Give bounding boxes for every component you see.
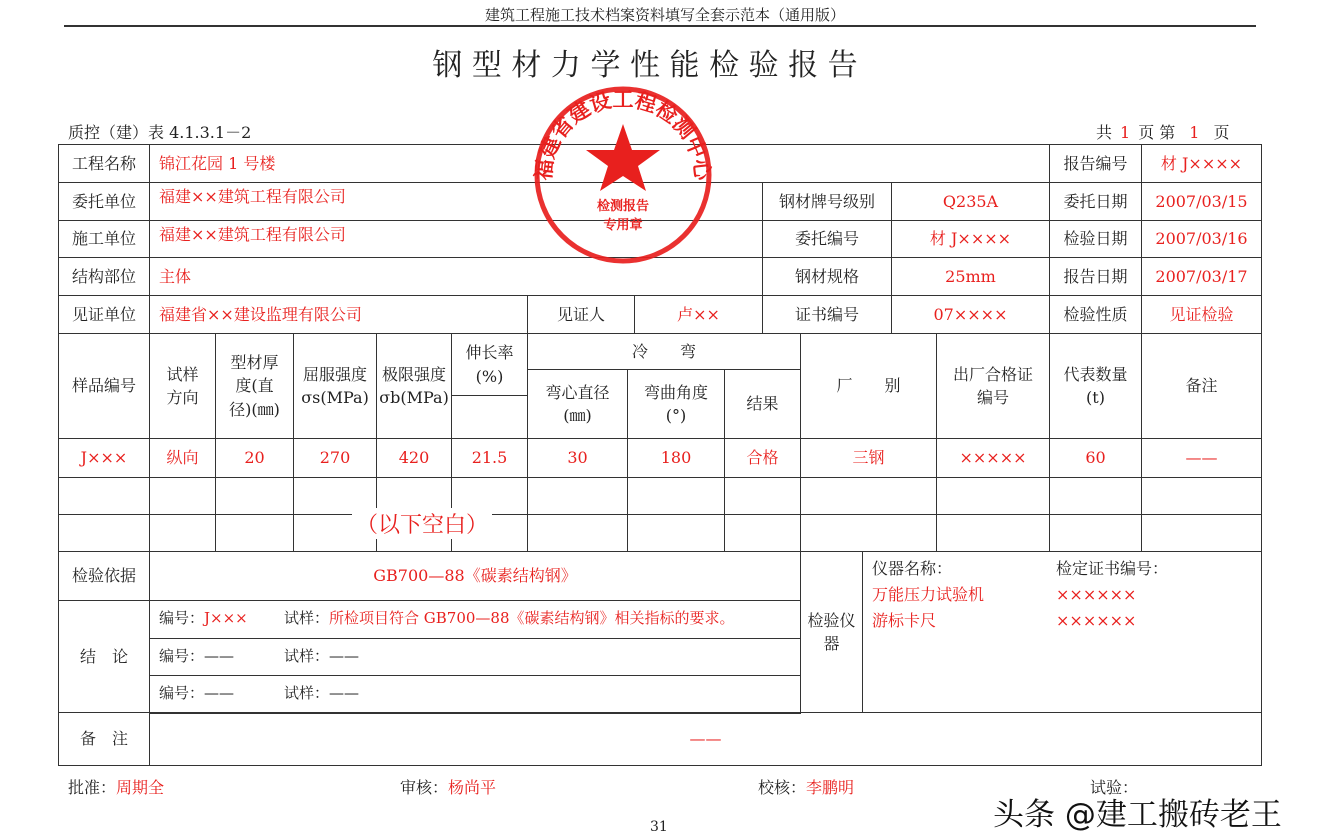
conclusion-no: —— — [204, 684, 235, 703]
empty-cell — [800, 514, 937, 552]
empty-cell — [800, 477, 937, 515]
stamp-center-line1: 检测报告 — [596, 199, 650, 214]
part-value: 主体 — [149, 257, 763, 296]
instrument-name: 万能压力试验机 — [872, 585, 985, 604]
project-value: 锦江花园 1 号楼 — [149, 144, 1050, 183]
nature-label: 检验性质 — [1049, 295, 1142, 334]
conclusion-no-label: 编号： — [159, 646, 205, 665]
entrust-date-value: 2007/03/15 — [1141, 182, 1262, 221]
review-name: 杨尚平 — [448, 778, 497, 797]
test-date-value: 2007/03/16 — [1141, 220, 1262, 258]
conclusion-no: J××× — [204, 609, 248, 628]
stamp-ring-text: 福建省建设工程检测中心 — [531, 87, 715, 182]
instrument-item — [872, 608, 1168, 634]
instrument-name: 游标卡尺 — [872, 611, 937, 630]
instrument-cert-label: 检定证书编号： — [1056, 559, 1169, 578]
header-yield: 屈服强度σs(MPa) — [293, 333, 377, 439]
instrument-label: 检验仪器 — [800, 551, 863, 713]
header-cold-bend: 冷 弯 — [527, 333, 801, 370]
instrument-cert: ×××××× — [1056, 585, 1137, 604]
header-elongation-blank — [451, 395, 528, 439]
conclusion-row — [149, 675, 801, 714]
entrust-date-label: 委托日期 — [1049, 182, 1142, 221]
data-cell-factory: 三钢 — [800, 438, 937, 478]
report-date-value: 2007/03/17 — [1141, 257, 1262, 296]
empty-cell — [1141, 514, 1262, 552]
conclusion-sample-label: 试样： — [284, 646, 330, 665]
header-rule — [64, 25, 1256, 27]
spec-value: 25mm — [891, 257, 1050, 296]
empty-cell — [724, 514, 801, 552]
witness-value: 卢×× — [634, 295, 763, 334]
header-mandrel: 弯心直径(㎜) — [527, 369, 628, 439]
basis-label: 检验依据 — [58, 551, 150, 601]
report-no-value: 材 J×××× — [1141, 144, 1262, 183]
data-cell-ultimate: 420 — [376, 438, 452, 478]
witness-unit-label: 见证单位 — [58, 295, 150, 334]
empty-cell — [627, 514, 725, 552]
test-date-label: 检验日期 — [1049, 220, 1142, 258]
grade-value: Q235A — [891, 182, 1050, 221]
cert-value: 07×××× — [891, 295, 1050, 334]
inspection-stamp — [530, 82, 716, 268]
header-result: 结果 — [724, 369, 801, 439]
project-label: 工程名称 — [58, 144, 150, 183]
check-label: 校核： — [758, 778, 807, 797]
form-code: 质控（建）表 4.1.3.1－2 — [68, 123, 252, 142]
conclusion-no: —— — [204, 646, 235, 665]
empty-cell — [1049, 477, 1142, 515]
empty-cell — [936, 514, 1050, 552]
approve-label: 批准： — [68, 778, 117, 797]
stamp-center-line2: 专用章 — [603, 218, 643, 233]
data-cell-direction: 纵向 — [149, 438, 216, 478]
conclusion-text: 所检项目符合 GB700—88《碳素结构钢》相关指标的要求。 — [329, 609, 735, 628]
part-label: 结构部位 — [58, 257, 150, 296]
conclusion-sample-label: 试样： — [284, 609, 330, 628]
header-direction: 试样方向 — [149, 333, 216, 439]
total-pages: 1 — [1120, 123, 1131, 142]
instrument-item — [872, 582, 1168, 608]
builder-label: 施工单位 — [58, 220, 150, 258]
review-signature — [400, 775, 496, 798]
instrument-cert: ×××××× — [1056, 611, 1137, 630]
nature-value: 见证检验 — [1141, 295, 1262, 334]
data-cell-elong: 21.5 — [451, 438, 528, 478]
current-page: 1 — [1189, 123, 1200, 142]
header-thickness: 型材厚度(直径)(㎜) — [215, 333, 294, 439]
watermark: 头条 @建工搬砖老王 — [993, 797, 1282, 833]
entrust-no-label: 委托编号 — [762, 220, 892, 258]
empty-cell — [215, 514, 294, 552]
data-cell-angle: 180 — [627, 438, 725, 478]
report-date-label: 报告日期 — [1049, 257, 1142, 296]
report-no-label: 报告编号 — [1049, 144, 1142, 183]
page-count-mid: 页 第 — [1138, 123, 1176, 142]
empty-cell — [527, 477, 628, 515]
test-signature: 试验： — [1090, 778, 1139, 797]
page-title: 钢 型 材 力 学 性 能 检 验 报 告 — [432, 48, 858, 83]
conclusion-no-label: 编号： — [159, 684, 205, 703]
conclusion-text: —— — [329, 684, 360, 703]
client-label: 委托单位 — [58, 182, 150, 221]
conclusion-label: 结 论 — [58, 600, 150, 713]
review-label: 审核： — [400, 778, 449, 797]
page-count-suffix: 页 — [1213, 123, 1230, 142]
data-cell-remark: —— — [1141, 438, 1262, 478]
star-icon — [586, 124, 660, 191]
blank-note: （以下空白） — [352, 508, 492, 539]
check-name: 李鹏明 — [806, 778, 855, 797]
empty-cell — [215, 477, 294, 515]
basis-value: GB700—88《碳素结构钢》 — [149, 551, 801, 601]
remark-value: —— — [149, 712, 1262, 766]
page-count-prefix: 共 — [1096, 123, 1113, 142]
approve-name: 周期全 — [116, 778, 165, 797]
header-angle: 弯曲角度(°) — [627, 369, 725, 439]
witness-unit-value: 福建省××建设监理有限公司 — [149, 295, 528, 334]
header-factory: 厂 别 — [800, 333, 937, 439]
check-signature — [758, 775, 854, 798]
remark-label: 备 注 — [58, 712, 150, 766]
header-ultimate: 极限强度σb(MPa) — [376, 333, 452, 439]
empty-cell — [627, 477, 725, 515]
empty-cell — [58, 477, 150, 515]
conclusion-row — [149, 600, 801, 639]
instrument-list — [872, 556, 1168, 634]
header-sample-no: 样品编号 — [58, 333, 150, 439]
page-count — [1096, 120, 1230, 143]
data-cell-factory-cert: ××××× — [936, 438, 1050, 478]
conclusion-row — [149, 638, 801, 677]
client-value: 福建××建筑工程有限公司 — [149, 182, 763, 221]
spec-label: 钢材规格 — [762, 257, 892, 296]
witness-label: 见证人 — [527, 295, 635, 334]
empty-cell — [527, 514, 628, 552]
empty-cell — [936, 477, 1050, 515]
page-number: 31 — [650, 819, 668, 835]
data-cell-mandrel: 30 — [527, 438, 628, 478]
header-factory-cert: 出厂合格证编号 — [936, 333, 1050, 439]
conclusion-text: —— — [329, 646, 360, 665]
conclusion-sample-label: 试样： — [284, 684, 330, 703]
data-cell-thickness: 20 — [215, 438, 294, 478]
data-cell-result: 合格 — [724, 438, 801, 478]
header-qty: 代表数量(t) — [1049, 333, 1142, 439]
entrust-no-value: 材 J×××× — [891, 220, 1050, 258]
data-cell-yield: 270 — [293, 438, 377, 478]
empty-cell — [1141, 477, 1262, 515]
empty-cell — [58, 514, 150, 552]
instrument-name-label: 仪器名称： — [872, 559, 953, 578]
running-header: 建筑工程施工技术档案资料填写全套示范本（通用版） — [484, 6, 845, 24]
empty-cell — [1049, 514, 1142, 552]
builder-value: 福建××建筑工程有限公司 — [149, 220, 763, 258]
header-remark: 备注 — [1141, 333, 1262, 439]
approve-signature — [68, 775, 164, 798]
conclusion-no-label: 编号： — [159, 609, 205, 628]
data-cell-qty: 60 — [1049, 438, 1142, 478]
data-cell-sample-no: J××× — [58, 438, 150, 478]
grade-label: 钢材牌号级别 — [762, 182, 892, 221]
empty-cell — [724, 477, 801, 515]
cert-label: 证书编号 — [762, 295, 892, 334]
empty-cell — [149, 477, 216, 515]
header-elongation: 伸长率(%) — [451, 333, 528, 396]
empty-cell — [149, 514, 216, 552]
